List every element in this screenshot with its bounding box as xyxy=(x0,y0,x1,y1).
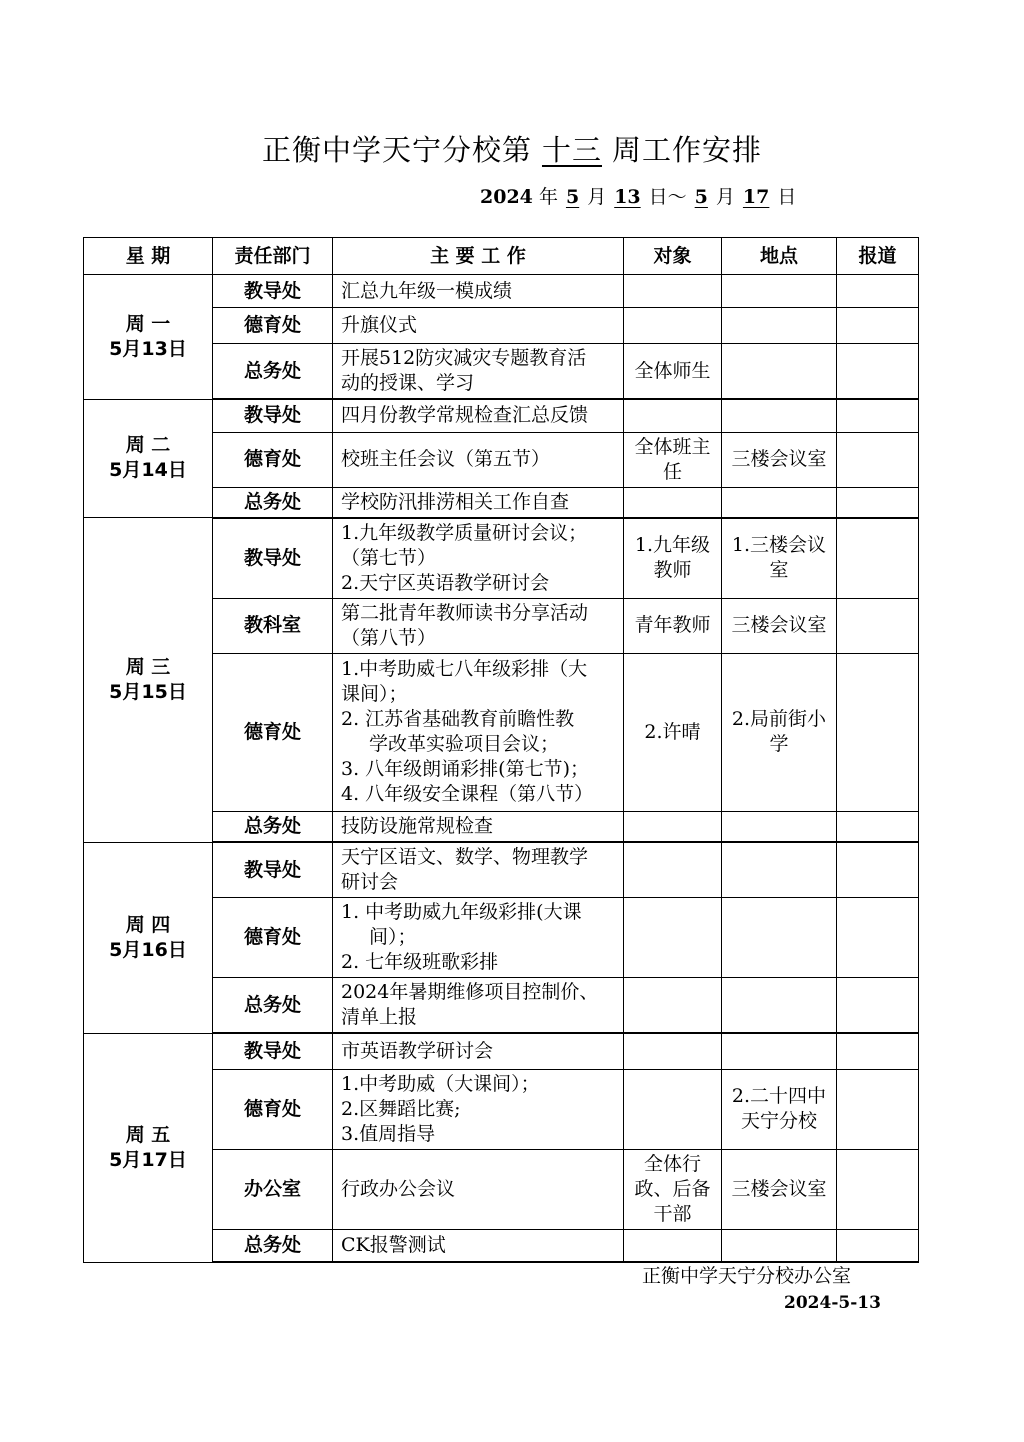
weekday-label: 周 五 xyxy=(125,1123,171,1146)
object-cell xyxy=(624,308,722,344)
work-cell xyxy=(333,1033,624,1069)
object-cell xyxy=(624,518,722,599)
work-cell xyxy=(333,898,624,978)
work-cell xyxy=(333,1069,624,1149)
dept-cell: 教导处 xyxy=(213,1033,333,1069)
location-cell xyxy=(722,653,837,811)
work-cell-line: 3.值周指导 xyxy=(341,1122,436,1145)
location-cell xyxy=(722,399,837,432)
location-cell-line: 室 xyxy=(769,559,789,581)
report-cell xyxy=(837,432,919,487)
dept-cell: 总务处 xyxy=(213,344,333,400)
header-object: 对象 xyxy=(624,238,722,275)
object-cell xyxy=(624,1149,722,1229)
weekday-label: 周 二 xyxy=(125,434,171,457)
work-cell-line: 2024年暑期维修项目控制价、 xyxy=(341,981,599,1003)
work-cell-line: 清单上报 xyxy=(341,1006,418,1028)
report-cell xyxy=(837,653,919,811)
object-cell xyxy=(624,1033,722,1069)
object-cell xyxy=(624,344,722,400)
object-cell xyxy=(624,598,722,653)
table-row xyxy=(84,518,919,599)
report-cell xyxy=(837,842,919,898)
work-cell-line: 汇总九年级一模成绩 xyxy=(341,279,513,302)
date-start-month: 5 xyxy=(565,186,580,208)
work-cell-line: 1.中考助威（大课间）； xyxy=(341,1072,540,1095)
day-cell xyxy=(84,275,213,400)
location-cell-line: 学 xyxy=(769,733,789,755)
report-cell xyxy=(837,598,919,653)
day-cell xyxy=(84,518,213,843)
day-date: 5月15日 xyxy=(109,680,187,703)
title-prefix: 正衡中学天宁分校第 xyxy=(261,133,532,167)
work-cell-line: 开展512防灾减灾专题教育活 xyxy=(341,347,587,369)
location-cell-line: 2.二十四中 xyxy=(731,1085,827,1107)
day-date: 5月17日 xyxy=(109,1148,187,1171)
object-cell xyxy=(624,432,722,487)
work-cell-line: 升旗仪式 xyxy=(341,314,418,336)
footer-date: 2024-5-13 xyxy=(784,1293,881,1313)
work-cell-line: 技防设施常规检查 xyxy=(341,814,494,837)
report-cell xyxy=(837,518,919,599)
work-cell-line: 天宁区语文、数学、物理教学 xyxy=(341,846,589,868)
work-cell-line: 市英语教学研讨会 xyxy=(341,1039,494,1062)
work-cell xyxy=(333,598,624,653)
work-cell-line: CK报警测试 xyxy=(341,1233,446,1256)
work-cell-line: 动的授课、学习 xyxy=(341,372,475,394)
object-cell-line: 任 xyxy=(662,460,682,483)
work-cell-line: 3. 八年级朗诵彩排(第七节)； xyxy=(341,758,589,780)
table-row xyxy=(84,842,919,898)
header-report: 报道 xyxy=(837,238,919,275)
work-cell xyxy=(333,487,624,518)
work-cell xyxy=(333,432,624,487)
work-cell-line: 4. 八年级安全课程（第八节） xyxy=(341,783,594,805)
object-cell-line: 全体行 xyxy=(643,1152,701,1175)
date-year-label: 年 xyxy=(538,186,558,208)
location-cell xyxy=(722,518,837,599)
report-cell xyxy=(837,1033,919,1069)
report-cell xyxy=(837,1149,919,1229)
weekday-label: 周 一 xyxy=(125,312,171,335)
dept-cell: 教导处 xyxy=(213,399,333,432)
title-suffix: 周工作安排 xyxy=(612,133,763,167)
work-cell-line: 1. 中考助威九年级彩排(大课 xyxy=(341,901,582,923)
day-cell xyxy=(84,399,213,518)
date-day-label-2: 日 xyxy=(777,186,797,208)
report-cell xyxy=(837,978,919,1034)
page-title xyxy=(0,128,1024,169)
location-cell xyxy=(722,598,837,653)
work-cell-line: 1.中考助威七八年级彩排（大 xyxy=(341,658,588,680)
location-cell xyxy=(722,432,837,487)
work-cell-line: （第七节） xyxy=(341,546,437,569)
object-cell-line: 全体班主 xyxy=(634,435,711,458)
work-cell xyxy=(333,518,624,599)
location-cell xyxy=(722,1229,837,1262)
location-cell xyxy=(722,275,837,308)
location-cell-line: 1.三楼会议 xyxy=(731,534,827,556)
work-cell-line: 第二批青年教师读书分享活动 xyxy=(341,601,589,624)
dept-cell: 总务处 xyxy=(213,811,333,842)
work-cell-line: 2. 江苏省基础教育前瞻性教 xyxy=(341,708,575,730)
work-cell xyxy=(333,308,624,344)
header-location: 地点 xyxy=(722,238,837,275)
dept-cell: 教导处 xyxy=(213,518,333,599)
report-cell xyxy=(837,275,919,308)
work-cell xyxy=(333,399,624,432)
object-cell xyxy=(624,898,722,978)
dept-cell: 德育处 xyxy=(213,1069,333,1149)
dept-cell: 德育处 xyxy=(213,308,333,344)
work-cell-line: 课间）； xyxy=(341,683,408,705)
location-cell xyxy=(722,1149,837,1229)
dept-cell: 总务处 xyxy=(213,1229,333,1262)
dept-cell: 德育处 xyxy=(213,898,333,978)
location-cell-line: 三楼会议室 xyxy=(731,614,827,636)
location-cell xyxy=(722,898,837,978)
location-cell xyxy=(722,978,837,1034)
footer-org: 正衡中学天宁分校办公室 xyxy=(642,1265,852,1287)
work-cell-line: 2.区舞蹈比赛; xyxy=(341,1097,461,1120)
date-month-label: 月 xyxy=(587,186,607,208)
location-cell-line: 三楼会议室 xyxy=(731,448,827,470)
work-cell-line: 校班主任会议（第五节） xyxy=(341,448,551,470)
work-cell-line: 1.九年级教学质量研讨会议； xyxy=(341,521,588,544)
weekday-label: 周 三 xyxy=(125,655,171,678)
dept-cell: 德育处 xyxy=(213,653,333,811)
dept-cell: 教导处 xyxy=(213,842,333,898)
report-cell xyxy=(837,308,919,344)
object-cell-line: 政、后备 xyxy=(634,1177,711,1200)
object-cell-line: 全体师生 xyxy=(634,359,711,382)
work-cell-line: 2. 七年级班歌彩排 xyxy=(341,951,499,973)
work-cell-line: （第八节） xyxy=(341,626,437,649)
object-cell xyxy=(624,487,722,518)
header-day: 星 期 xyxy=(84,238,213,275)
header-dept: 责任部门 xyxy=(213,238,333,275)
day-date: 5月13日 xyxy=(109,337,187,360)
object-cell xyxy=(624,978,722,1034)
report-cell xyxy=(837,344,919,400)
report-cell xyxy=(837,1229,919,1262)
location-cell xyxy=(722,1033,837,1069)
work-cell-line: 间）； xyxy=(369,926,417,948)
work-cell-line: 2.天宁区英语教学研讨会 xyxy=(341,571,550,594)
object-cell xyxy=(624,842,722,898)
work-cell-line: 四月份教学常规检查汇总反馈 xyxy=(341,404,589,427)
dept-cell: 教导处 xyxy=(213,275,333,308)
work-cell-line: 学校防汛排涝相关工作自查 xyxy=(341,490,570,513)
day-date: 5月14日 xyxy=(109,459,187,482)
work-cell-line: 研讨会 xyxy=(341,871,399,893)
table-row xyxy=(84,399,919,432)
object-cell-line: 青年教师 xyxy=(634,614,711,636)
dept-cell: 办公室 xyxy=(213,1149,333,1229)
header-row xyxy=(84,238,919,275)
header-work: 主 要 工 作 xyxy=(333,238,624,275)
table-row xyxy=(84,1033,919,1069)
work-cell-line: 行政办公会议 xyxy=(341,1177,456,1200)
day-cell xyxy=(84,842,213,1033)
location-cell-line: 2.局前街小 xyxy=(731,708,827,730)
work-cell xyxy=(333,1149,624,1229)
weekday-label: 周 四 xyxy=(125,913,171,936)
object-cell xyxy=(624,275,722,308)
object-cell xyxy=(624,1229,722,1262)
work-cell xyxy=(333,344,624,400)
date-year: 2024 xyxy=(480,186,533,208)
work-cell-line: 学改革实验项目会议； xyxy=(369,733,560,755)
date-day-label: 日～ xyxy=(648,186,687,208)
day-cell xyxy=(84,1033,213,1262)
title-week-number: 十三 xyxy=(541,133,602,167)
date-end-day: 17 xyxy=(742,186,770,208)
dept-cell: 教科室 xyxy=(213,598,333,653)
work-cell xyxy=(333,842,624,898)
object-cell-line: 干部 xyxy=(653,1202,692,1225)
work-cell xyxy=(333,978,624,1034)
report-cell xyxy=(837,898,919,978)
object-cell xyxy=(624,399,722,432)
dept-cell: 总务处 xyxy=(213,487,333,518)
date-month-label-2: 月 xyxy=(715,186,735,208)
report-cell xyxy=(837,811,919,842)
report-cell xyxy=(837,487,919,518)
work-cell xyxy=(333,811,624,842)
work-cell xyxy=(333,275,624,308)
object-cell xyxy=(624,1069,722,1149)
location-cell xyxy=(722,1069,837,1149)
location-cell-line: 三楼会议室 xyxy=(731,1177,827,1200)
object-cell xyxy=(624,653,722,811)
object-cell-line: 教师 xyxy=(653,559,692,581)
date-end-month: 5 xyxy=(694,186,708,208)
location-cell xyxy=(722,842,837,898)
table-row xyxy=(84,275,919,308)
date-start-day: 13 xyxy=(614,186,641,208)
work-cell xyxy=(333,653,624,811)
work-cell xyxy=(333,1229,624,1262)
location-cell xyxy=(722,308,837,344)
day-date: 5月16日 xyxy=(109,938,187,961)
dept-cell: 总务处 xyxy=(213,978,333,1034)
report-cell xyxy=(837,1069,919,1149)
date-range xyxy=(480,182,796,209)
location-cell xyxy=(722,487,837,518)
location-cell xyxy=(722,811,837,842)
report-cell xyxy=(837,399,919,432)
location-cell xyxy=(722,344,837,400)
object-cell-line: 1.九年级 xyxy=(634,534,711,556)
object-cell xyxy=(624,811,722,842)
schedule-table xyxy=(83,237,919,1263)
object-cell-line: 2.许晴 xyxy=(644,720,701,743)
location-cell-line: 天宁分校 xyxy=(740,1110,817,1132)
dept-cell: 德育处 xyxy=(213,432,333,487)
